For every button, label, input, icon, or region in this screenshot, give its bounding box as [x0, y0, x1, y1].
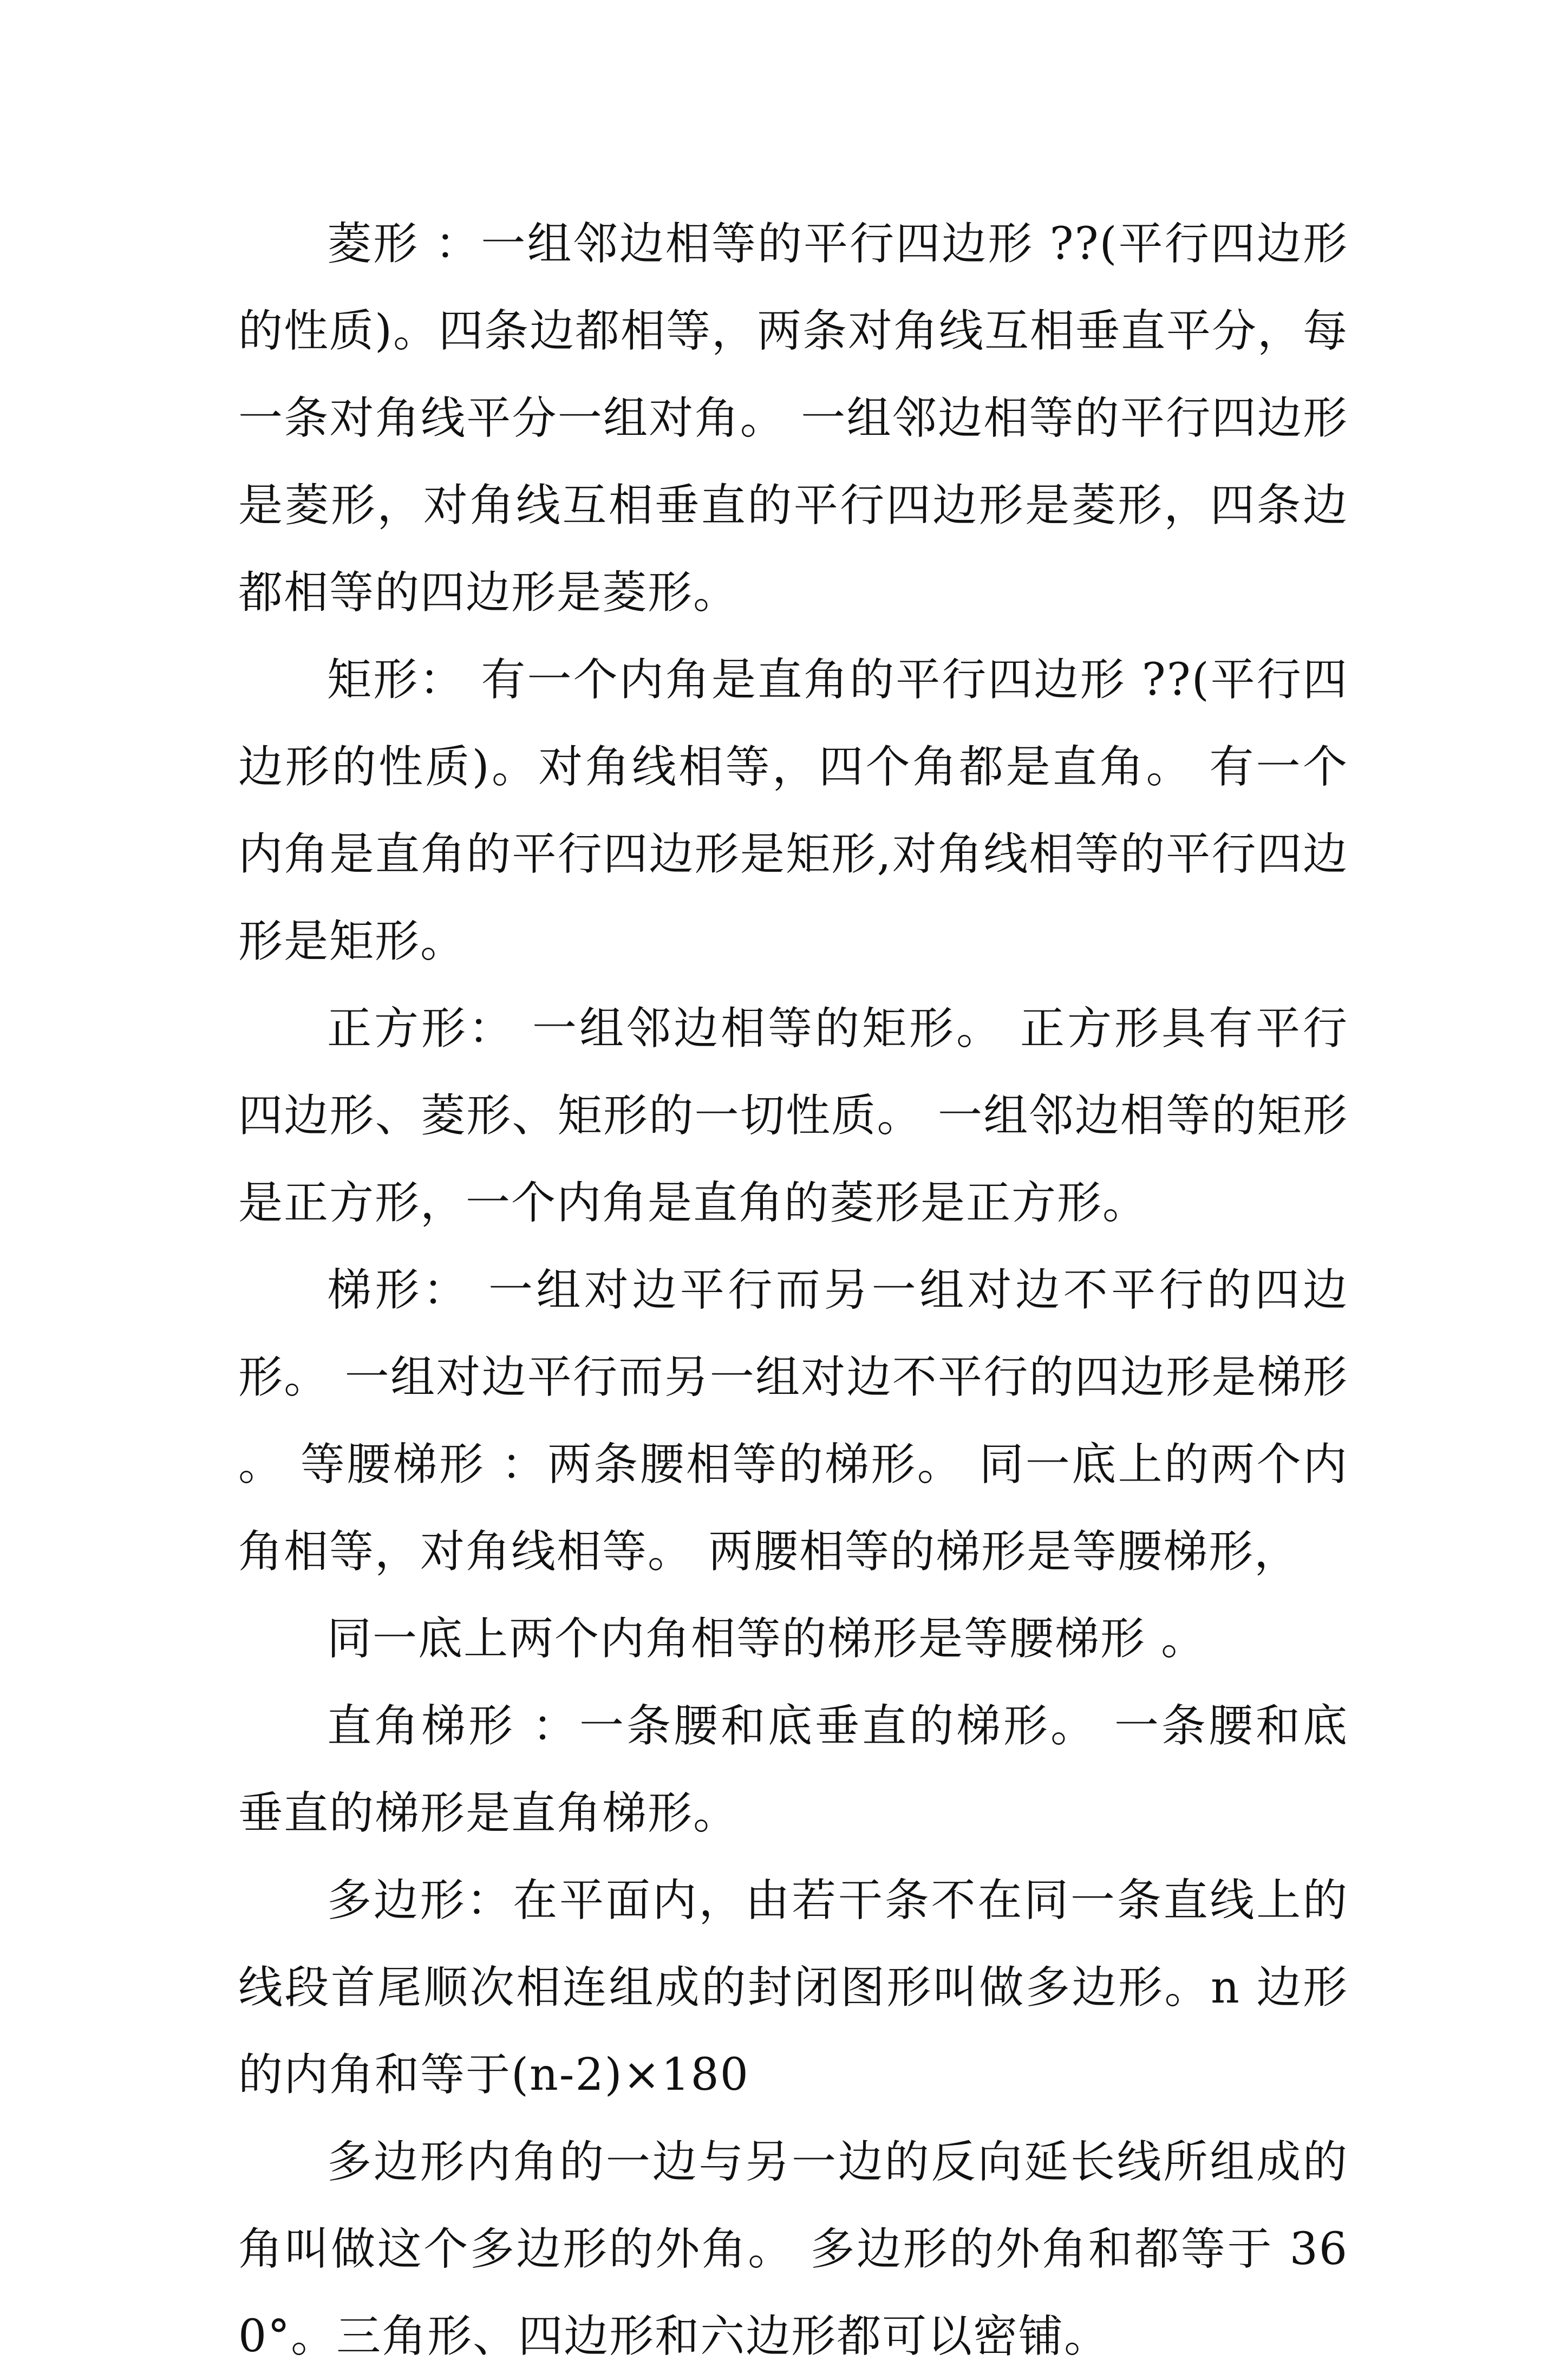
paragraph-square: 正方形： 一组邻边相等的矩形。 正方形具有平行四边形、菱形、矩形的一切性质。 一组邻边相等的矩形是正方形，一个内角是直角的菱形是正方形。 — [238, 1003, 1348, 1229]
paragraph-isosceles-trapezoid: 同一底上两个内角相等的梯形是等腰梯形 。 — [327, 1613, 1207, 1665]
paragraph-polygon: 多边形：在平面内，由若干条不在同一条直线上的线段首尾顺次相连组成的封闭图形叫做多边形。n 边形的内角和等于(n-2)×180 — [238, 1875, 1348, 2101]
paragraph-rhombus: 菱形 ：一组邻边相等的平行四边形 ??(平行四边形的性质)。四条边都相等，两条对角线互相垂直平分，每一条对角线平分一组对角。 一组邻边相等的平行四边形是菱形，对角线互相垂直的平行四边形是菱形，四条边都相等的四边形是菱形。 — [238, 218, 1348, 618]
document-body — [238, 200, 1348, 2380]
paragraph-exterior-angle: 多边形内角的一边与另一边的反向延长线所组成的角叫做这个多边形的外角。 多边形的外角和都等于 360°。三角形、四边形和六边形都可以密铺。 — [238, 2136, 1348, 2362]
paragraph-right-trapezoid: 直角梯形 ：一条腰和底垂直的梯形。 一条腰和底垂直的梯形是直角梯形。 — [238, 1700, 1348, 1839]
paragraph-trapezoid: 梯形： 一组对边平行而另一组对边不平行的四边形。 一组对边平行而另一组对边不平行的四边形是梯形 。 等腰梯形 ：两条腰相等的梯形。 同一底上的两个内角相等，对角线相等。 两腰相等的梯形是等腰梯形， — [238, 1264, 1348, 1577]
paragraph-rectangle: 矩形： 有一个内角是直角的平行四边形 ??(平行四边形的性质)。对角线相等，四个角都是直角。 有一个内角是直角的平行四边形是矩形,对角线相等的平行四边形是矩形。 — [238, 654, 1348, 967]
